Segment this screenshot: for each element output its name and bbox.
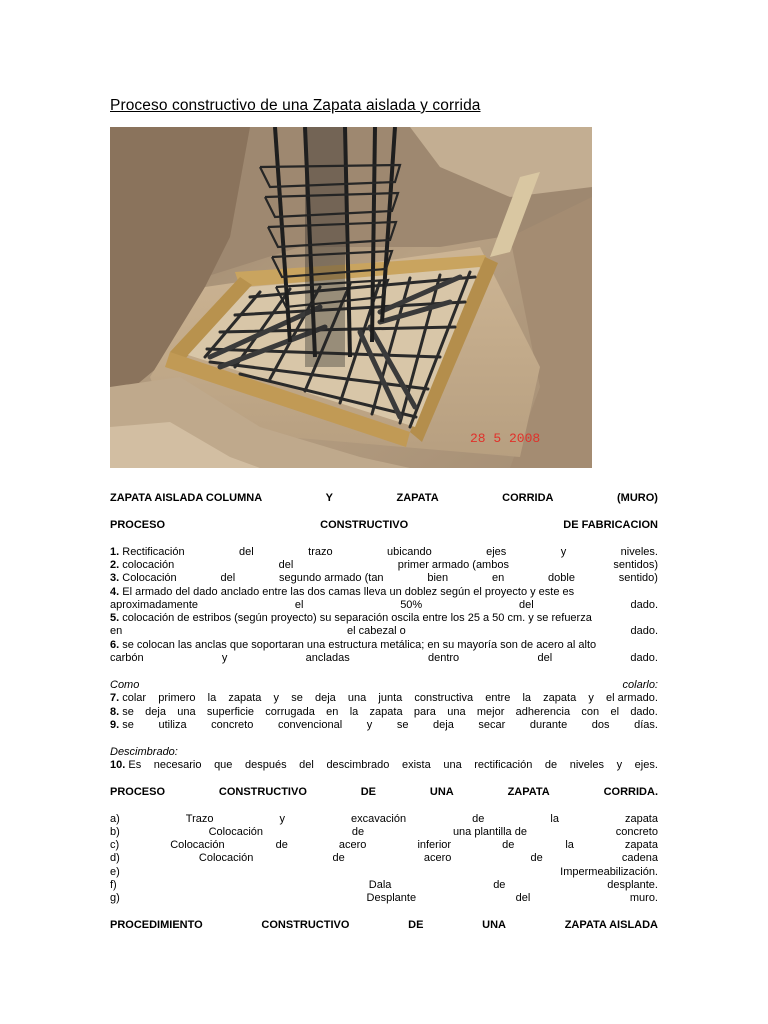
step-8: 8. se deja una superficie corrugada en la zapata para una mejor adherencia con el dado. [110,706,658,718]
step-7: 7. colar primero la zapata y se deja una junta constructiva entre la zapata y el armado. [110,692,658,704]
step-5-cont: en el cabezal o dado. [110,625,658,637]
list-item-d: d) Colocación de acero de cadena [110,852,658,864]
list-item-g: g) Desplante del muro. [110,892,658,904]
step-6-cont: carbón y ancladas dentro del dado. [110,652,658,664]
heading-zapata-aislada-corrida: ZAPATA AISLADA COLUMNA Y ZAPATA CORRIDA (MURO) [110,492,658,504]
footing-rebar-photo [110,127,592,468]
step-9: 9. se utiliza concreto convencional y se deja secar durante dos días. [110,719,658,731]
list-item-c: c) Colocación de acero inferior de la zapata [110,839,658,851]
step-1: 1. Rectificación del trazo ubicando ejes y niveles. [110,546,658,558]
document-title: Proceso constructivo de una Zapata aislada y corrida [110,97,481,114]
step-4: 4. El armado del dado anclado entre las dos camas lleva un doblez según el proyecto y este es [110,586,575,598]
step-2: 2. colocación del primer armado (ambos sentidos) [110,559,658,571]
photo-date-stamp: 28 5 2008 [470,431,541,446]
step-4-cont: aproximadamente el 50% del dado. [110,599,658,611]
heading-procedimiento-zapata-aislada: PROCEDIMIENTO CONSTRUCTIVO DE UNA ZAPATA AISLADA [110,919,658,931]
step-6: 6. se colocan las anclas que soportaran una estructura metálica; en su mayoría son de acero al alto [110,639,597,651]
step-10: 10. Es necesario que después del descimbrado exista una rectificación de niveles y ejes. [110,759,658,771]
list-item-b: b) Colocación de una plantilla de concreto [110,826,658,838]
list-item-e: e) Impermeabilización. [110,866,658,878]
heading-zapata-corrida: PROCESO CONSTRUCTIVO DE UNA ZAPATA CORRIDA. [110,786,658,798]
descimbrado-label: Descimbrado: [110,746,178,758]
list-item-a: a) Trazo y excavación de la zapata [110,813,658,825]
list-item-f: f) Dala de desplante. [110,879,658,891]
step-5: 5. colocación de estribos (según proyecto) su separación oscila entre los 25 a 50 cm. y se refuerza [110,612,592,624]
step-3: 3. Colocación del segundo armado (tan bien en doble sentido) [110,572,658,584]
heading-proceso-fabricacion: PROCESO CONSTRUCTIVO DE FABRICACION [110,519,658,531]
como-colarlo-label: Como colarlo: [110,679,658,691]
